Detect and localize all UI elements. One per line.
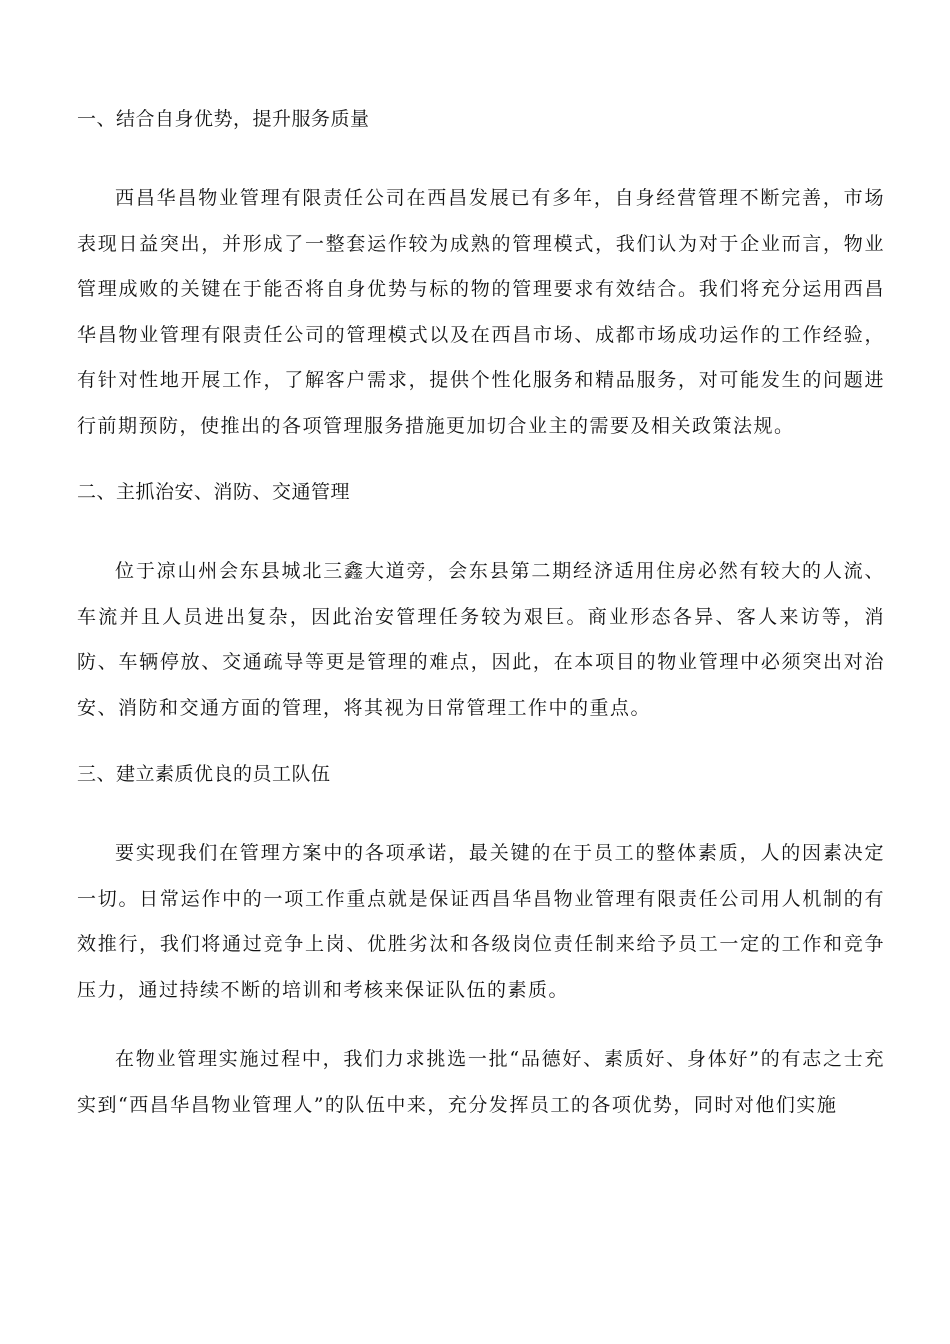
- section-3-paragraph-1: 要实现我们在管理方案中的各项承诺，最关键的在于员工的整体素质，人的因素决定一切。日常运作中的一项工作重点就是保证西昌华昌物业管理有限责任公司用人机制的有效推行，我们将通过竞争上岗、优胜劣汰和各级岗位责任制来给予员工一定的工作和竞争压力，通过持续不断的培训和考核来保证队伍的素质。: [77, 842, 885, 1001]
- section-heading-1: 一、结合自身优势，提升服务质量: [77, 108, 370, 130]
- document-body: [77, 100, 885, 1128]
- spacer: [77, 138, 885, 176]
- section-3-paragraph-2: 在物业管理实施过程中，我们力求挑选一批“品德好、素质好、身体好”的有志之士充实到“西昌华昌物业管理人”的队伍中来，充分发挥员工的各项优势，同时对他们实施: [77, 1048, 885, 1116]
- spacer: [77, 511, 885, 549]
- section-2-paragraph-1: 位于凉山州会东县城北三鑫大道旁，会东县第二期经济适用住房必然有较大的人流、车流并且人员进出复杂，因此治安管理任务较为艰巨。商业形态各异、客人来访等，消防、车辆停放、交通疏导等更是管理的难点，因此，在本项目的物业管理中必须突出对治安、消防和交通方面的管理，将其视为日常管理工作中的重点。: [77, 560, 885, 719]
- section-heading-2: 二、主抓治安、消防、交通管理: [77, 481, 351, 503]
- section-1-paragraph-1: 西昌华昌物业管理有限责任公司在西昌发展已有多年，自身经营管理不断完善，市场表现日益突出，并形成了一整套运作较为成熟的管理模式，我们认为对于企业而言，物业管理成败的关键在于能否将自身优势与标的物的管理要求有效结合。我们将充分运用西昌华昌物业管理有限责任公司的管理模式以及在西昌市场、成都市场成功运作的工作经验，有针对性地开展工作，了解客户需求，提供个性化服务和精品服务，对可能发生的问题进行前期预防，使推出的各项管理服务措施更加切合业主的需要及相关政策法规。: [77, 187, 885, 437]
- spacer: [77, 731, 885, 755]
- section-heading-3: 三、建立素质优良的员工队伍: [77, 763, 331, 785]
- spacer: [77, 449, 885, 473]
- spacer: [77, 1013, 885, 1037]
- spacer: [77, 793, 885, 831]
